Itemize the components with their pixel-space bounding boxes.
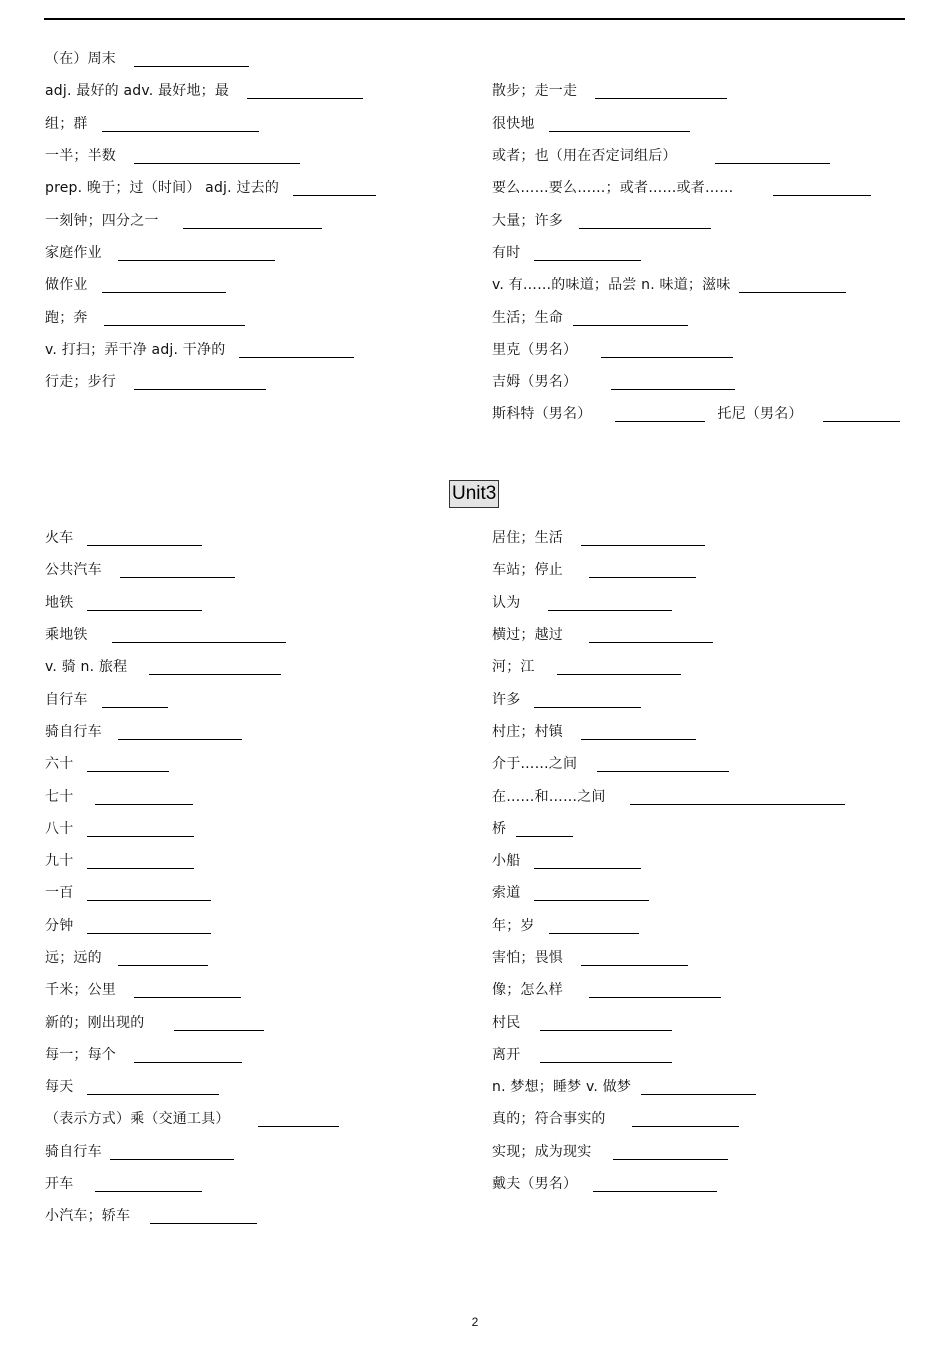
answer-blank[interactable] — [118, 259, 275, 261]
vocab-entry — [45, 853, 194, 869]
vocab-item — [492, 172, 912, 204]
answer-blank[interactable] — [134, 65, 249, 67]
answer-blank[interactable] — [611, 388, 735, 390]
vocab-item — [45, 554, 465, 586]
vocab-prompt: 小汽车；轿车 — [45, 1208, 131, 1225]
vocab-prompt: 像；怎么样 — [492, 982, 563, 999]
vocab-item — [492, 877, 912, 909]
answer-blank[interactable] — [247, 97, 363, 99]
answer-blank[interactable] — [258, 1125, 339, 1127]
vocab-entry — [492, 885, 649, 901]
answer-blank[interactable] — [516, 835, 573, 837]
vocab-prompt: 每天 — [45, 1079, 74, 1096]
vocab-prompt: 千米；公里 — [45, 982, 116, 999]
vocab-entry — [45, 789, 193, 805]
vocab-item — [45, 877, 465, 909]
vocab-prompt: 做作业 — [45, 277, 88, 294]
vocab-entry — [492, 950, 688, 966]
vocab-prompt: prep. 晚于；过（时间） adj. 过去的 — [45, 180, 280, 197]
vocab-entry — [45, 245, 275, 261]
vocab-entry — [45, 51, 249, 67]
answer-blank[interactable] — [102, 291, 226, 293]
answer-blank[interactable] — [597, 770, 729, 772]
vocab-prompt: 村民 — [492, 1014, 521, 1031]
vocab-entry — [45, 627, 286, 643]
answer-blank[interactable] — [87, 899, 211, 901]
vocab-item — [492, 748, 912, 780]
vocab-item — [45, 716, 465, 748]
vocab-prompt: 吉姆（男名） — [492, 374, 578, 391]
vocab-item — [492, 301, 912, 333]
vocab-item — [492, 619, 912, 651]
vocab-prompt: 新的；刚出现的 — [45, 1014, 145, 1031]
answer-blank[interactable] — [581, 544, 705, 546]
vocab-prompt: 分钟 — [45, 917, 74, 934]
answer-blank[interactable] — [540, 1029, 672, 1031]
vocab-item — [492, 1006, 912, 1038]
vocab-entry — [492, 374, 735, 390]
vocab-entry — [492, 1176, 717, 1192]
vocab-entry — [492, 1144, 728, 1160]
answer-blank[interactable] — [593, 1190, 717, 1192]
vocab-item — [492, 651, 912, 683]
vocab-prompt: 或者；也（用在否定词组后） — [492, 148, 677, 165]
vocab-entry — [492, 148, 830, 164]
vocab-prompt: 很快地 — [492, 115, 535, 132]
top-rule — [44, 18, 905, 20]
answer-blank[interactable] — [293, 194, 376, 196]
answer-blank[interactable] — [549, 932, 639, 934]
vocab-prompt: 介于……之间 — [492, 756, 578, 773]
vocab-prompt: v. 打扫；弄干净 adj. 干净的 — [45, 341, 226, 358]
answer-blank[interactable] — [557, 673, 681, 675]
vocab-prompt: （表示方式）乘（交通工具） — [45, 1111, 230, 1128]
vocab-prompt: 河；江 — [492, 659, 535, 676]
vocab-prompt: 九十 — [45, 853, 74, 870]
vocab-entry — [492, 116, 690, 132]
vocab-item — [492, 204, 912, 236]
answer-blank[interactable] — [534, 867, 641, 869]
vocab-prompt: 跑；奔 — [45, 309, 88, 326]
vocab-entry — [492, 342, 733, 358]
vocab-item — [492, 43, 912, 75]
vocab-item — [45, 780, 465, 812]
answer-blank[interactable] — [632, 1125, 739, 1127]
answer-blank[interactable] — [239, 356, 354, 358]
answer-blank[interactable] — [87, 609, 202, 611]
vocab-entry — [492, 562, 696, 578]
answer-blank[interactable] — [102, 706, 168, 708]
answer-blank[interactable] — [95, 803, 193, 805]
vocab-prompt: adj. 最好的 adv. 最好地；最 — [45, 83, 230, 100]
vocab-entry — [45, 277, 226, 293]
vocab-entry — [45, 1015, 264, 1031]
unit3-right-column — [492, 522, 912, 1200]
vocab-item — [45, 237, 465, 269]
vocab-prompt: 一半；半数 — [45, 148, 116, 165]
vocab-prompt: 车站；停止 — [492, 562, 563, 579]
answer-blank[interactable] — [589, 996, 721, 998]
vocab-entry — [45, 918, 211, 934]
prev-unit-left-column — [45, 43, 465, 398]
answer-blank[interactable] — [87, 932, 211, 934]
vocab-item — [492, 1103, 912, 1135]
vocab-prompt: 害怕；畏惧 — [492, 950, 563, 966]
vocab-item — [492, 108, 912, 140]
vocab-item — [45, 334, 465, 366]
answer-blank[interactable] — [118, 738, 242, 740]
answer-blank[interactable] — [534, 259, 641, 261]
answer-blank[interactable] — [579, 227, 711, 229]
answer-blank[interactable] — [183, 227, 322, 229]
vocab-prompt: 横过；越过 — [492, 627, 563, 644]
answer-blank[interactable] — [581, 964, 688, 966]
answer-blank[interactable] — [118, 964, 208, 966]
vocab-entry — [492, 756, 729, 772]
vocab-item — [45, 366, 465, 398]
vocab-entry — [45, 83, 363, 99]
answer-blank[interactable] — [102, 130, 259, 132]
vocab-item — [492, 813, 912, 845]
vocab-prompt: 在……和……之间 — [492, 788, 606, 805]
vocab-prompt: 远；远的 — [45, 950, 102, 966]
vocab-item — [45, 910, 465, 942]
vocab-entry — [45, 982, 241, 998]
answer-blank[interactable] — [589, 641, 713, 643]
vocab-prompt: 大量；许多 — [492, 212, 563, 229]
vocab-entry — [492, 918, 639, 934]
answer-blank[interactable] — [95, 1190, 202, 1192]
answer-blank[interactable] — [134, 162, 300, 164]
vocab-entry — [492, 213, 711, 229]
vocab-prompt: 索道 — [492, 885, 521, 902]
vocab-item — [492, 780, 912, 812]
vocab-prompt: 行走；步行 — [45, 374, 116, 391]
vocab-entry — [492, 310, 688, 326]
vocab-entry — [45, 1208, 257, 1224]
vocab-entry — [45, 213, 322, 229]
vocab-item — [492, 140, 912, 172]
answer-blank[interactable] — [540, 1061, 672, 1063]
answer-blank[interactable] — [149, 673, 281, 675]
vocab-prompt: 七十 — [45, 788, 74, 805]
vocab-item — [45, 974, 465, 1006]
vocab-item — [45, 522, 465, 554]
vocab-entry — [45, 885, 211, 901]
vocab-prompt: v. 有……的味道；品尝 n. 味道；滋味 — [492, 277, 731, 294]
vocab-entry — [492, 659, 681, 675]
vocab-entry — [45, 1079, 219, 1095]
vocab-item — [45, 813, 465, 845]
vocab-entry — [45, 148, 300, 164]
vocab-item — [45, 1200, 465, 1232]
vocab-item — [45, 1006, 465, 1038]
answer-blank[interactable] — [549, 130, 690, 132]
vocab-entry — [45, 692, 168, 708]
vocab-item — [492, 1136, 912, 1168]
vocab-prompt: 要么……要么……；或者……或者…… — [492, 180, 734, 197]
vocab-prompt: 地铁 — [45, 594, 74, 611]
vocab-prompt: （在）周末 — [45, 51, 116, 68]
vocab-item — [492, 398, 912, 430]
vocab-item — [492, 683, 912, 715]
vocab-item — [45, 683, 465, 715]
answer-blank[interactable] — [87, 544, 202, 546]
answer-blank[interactable] — [641, 1093, 756, 1095]
vocab-prompt: 里克（男名） — [492, 341, 578, 358]
vocab-entry — [45, 342, 354, 358]
vocab-entry — [45, 1144, 234, 1160]
vocab-entry — [492, 83, 727, 99]
answer-blank[interactable] — [134, 388, 266, 390]
vocab-entry — [45, 1111, 339, 1127]
vocab-item — [45, 845, 465, 877]
vocab-entry — [45, 595, 202, 611]
page-number: 2 — [471, 1315, 479, 1329]
answer-blank[interactable] — [110, 1158, 234, 1160]
vocab-item — [45, 301, 465, 333]
vocab-prompt: 托尼（男名） — [717, 406, 803, 423]
unit-title: Unit3 — [449, 480, 499, 508]
vocab-prompt: 认为 — [492, 594, 521, 611]
vocab-entry — [492, 692, 641, 708]
answer-blank[interactable] — [87, 1093, 219, 1095]
vocab-entry — [492, 595, 672, 611]
vocab-prompt: 骑自行车 — [45, 723, 102, 740]
vocab-prompt: 自行车 — [45, 691, 88, 708]
vocab-prompt: 居住；生活 — [492, 530, 563, 547]
answer-blank[interactable] — [595, 97, 727, 99]
vocab-prompt: 组；群 — [45, 115, 88, 132]
vocab-prompt: 公共汽车 — [45, 562, 102, 579]
answer-blank[interactable] — [174, 1029, 264, 1031]
answer-blank[interactable] — [87, 835, 194, 837]
vocab-item — [45, 619, 465, 651]
vocab-prompt: 八十 — [45, 820, 74, 837]
vocab-prompt: 戴夫（男名） — [492, 1176, 578, 1193]
vocab-item — [45, 204, 465, 236]
vocab-prompt: 骑自行车 — [45, 1143, 102, 1160]
vocab-entry — [492, 1079, 756, 1095]
vocab-item — [492, 974, 912, 1006]
vocab-prompt: 每一；每个 — [45, 1046, 116, 1063]
vocab-entry — [717, 406, 899, 422]
vocab-entry — [492, 406, 705, 422]
vocab-item — [492, 237, 912, 269]
vocab-entry — [492, 724, 696, 740]
vocab-item — [45, 75, 465, 107]
vocab-prompt: v. 骑 n. 旅程 — [45, 659, 128, 676]
vocab-item — [45, 748, 465, 780]
answer-blank[interactable] — [87, 867, 194, 869]
vocab-prompt: 散步；走一走 — [492, 83, 578, 100]
vocab-item — [45, 43, 465, 75]
answer-blank[interactable] — [581, 738, 696, 740]
answer-blank[interactable] — [548, 609, 672, 611]
vocab-prompt: 一百 — [45, 885, 74, 902]
vocab-entry — [45, 724, 242, 740]
vocab-prompt: 桥 — [492, 820, 507, 837]
answer-blank[interactable] — [715, 162, 830, 164]
answer-blank[interactable] — [120, 576, 235, 578]
answer-blank[interactable] — [613, 1158, 728, 1160]
answer-blank[interactable] — [739, 291, 846, 293]
vocab-entry — [45, 116, 259, 132]
vocab-prompt: 火车 — [45, 530, 74, 547]
vocab-item — [492, 334, 912, 366]
answer-blank[interactable] — [150, 1222, 257, 1224]
vocab-entry — [492, 245, 641, 261]
prev-unit-right-column — [492, 43, 912, 431]
vocab-entry — [492, 821, 573, 837]
vocab-entry — [45, 374, 266, 390]
vocab-entry — [45, 530, 202, 546]
vocab-entry — [492, 530, 705, 546]
answer-blank[interactable] — [589, 576, 696, 578]
vocab-item — [45, 587, 465, 619]
vocab-item — [45, 269, 465, 301]
answer-blank[interactable] — [773, 194, 871, 196]
vocab-prompt: 村庄；村镇 — [492, 723, 563, 740]
answer-blank[interactable] — [615, 420, 705, 422]
vocab-prompt: 生活；生命 — [492, 309, 563, 326]
vocab-prompt: 一刻钟；四分之一 — [45, 212, 159, 229]
vocab-entry — [45, 756, 169, 772]
vocab-entry — [45, 1176, 202, 1192]
vocab-entry — [492, 1047, 672, 1063]
vocab-prompt: 乘地铁 — [45, 627, 88, 644]
answer-blank[interactable] — [630, 803, 845, 805]
vocab-item — [492, 269, 912, 301]
answer-blank[interactable] — [134, 1061, 242, 1063]
vocab-prompt: n. 梦想；睡梦 v. 做梦 — [492, 1079, 632, 1096]
vocab-entry — [45, 180, 376, 196]
vocab-item — [45, 942, 465, 974]
vocab-prompt: 真的；符合事实的 — [492, 1111, 606, 1128]
vocab-item — [492, 910, 912, 942]
vocab-item — [45, 1103, 465, 1135]
vocab-item — [45, 140, 465, 172]
vocab-item — [492, 942, 912, 974]
vocab-entry — [45, 821, 194, 837]
vocab-entry — [45, 562, 235, 578]
vocab-entry — [45, 659, 281, 675]
vocab-prompt: 六十 — [45, 756, 74, 773]
answer-blank[interactable] — [823, 420, 900, 422]
vocab-item — [45, 651, 465, 683]
vocab-item — [492, 522, 912, 554]
vocab-entry — [45, 1047, 242, 1063]
vocab-entry — [492, 627, 713, 643]
vocab-item — [492, 366, 912, 398]
vocab-prompt: 实现；成为现实 — [492, 1143, 592, 1160]
vocab-item — [45, 1039, 465, 1071]
vocab-entry — [492, 277, 846, 293]
answer-blank[interactable] — [104, 324, 245, 326]
vocab-entry — [492, 1111, 739, 1127]
vocab-item — [45, 1168, 465, 1200]
vocab-item — [45, 1071, 465, 1103]
vocab-item — [492, 845, 912, 877]
vocab-item — [492, 1071, 912, 1103]
vocab-prompt: 年；岁 — [492, 917, 535, 934]
vocab-prompt: 斯科特（男名） — [492, 406, 592, 423]
vocab-prompt: 离开 — [492, 1046, 521, 1063]
vocab-prompt: 家庭作业 — [45, 244, 102, 261]
vocab-item — [492, 587, 912, 619]
vocab-entry — [45, 310, 245, 326]
vocab-item — [45, 172, 465, 204]
vocab-item — [492, 1168, 912, 1200]
vocab-prompt: 开车 — [45, 1176, 74, 1193]
answer-blank[interactable] — [534, 899, 649, 901]
vocab-item — [492, 554, 912, 586]
vocab-prompt: 有时 — [492, 244, 521, 261]
answer-blank[interactable] — [601, 356, 733, 358]
vocab-item — [492, 1039, 912, 1071]
vocab-item — [492, 716, 912, 748]
vocab-prompt: 小船 — [492, 853, 521, 870]
vocab-item — [45, 108, 465, 140]
answer-blank[interactable] — [534, 706, 641, 708]
answer-blank[interactable] — [573, 324, 688, 326]
vocab-entry — [45, 950, 208, 966]
vocab-entry — [492, 853, 641, 869]
answer-blank[interactable] — [112, 641, 286, 643]
answer-blank[interactable] — [87, 770, 169, 772]
vocab-entry — [492, 180, 871, 196]
vocab-item — [45, 1136, 465, 1168]
vocab-entry — [492, 789, 845, 805]
unit3-left-column — [45, 522, 465, 1233]
vocab-item — [492, 75, 912, 107]
vocab-prompt: 许多 — [492, 691, 521, 708]
answer-blank[interactable] — [134, 996, 241, 998]
vocab-entry — [492, 1015, 672, 1031]
vocab-entry — [492, 982, 721, 998]
